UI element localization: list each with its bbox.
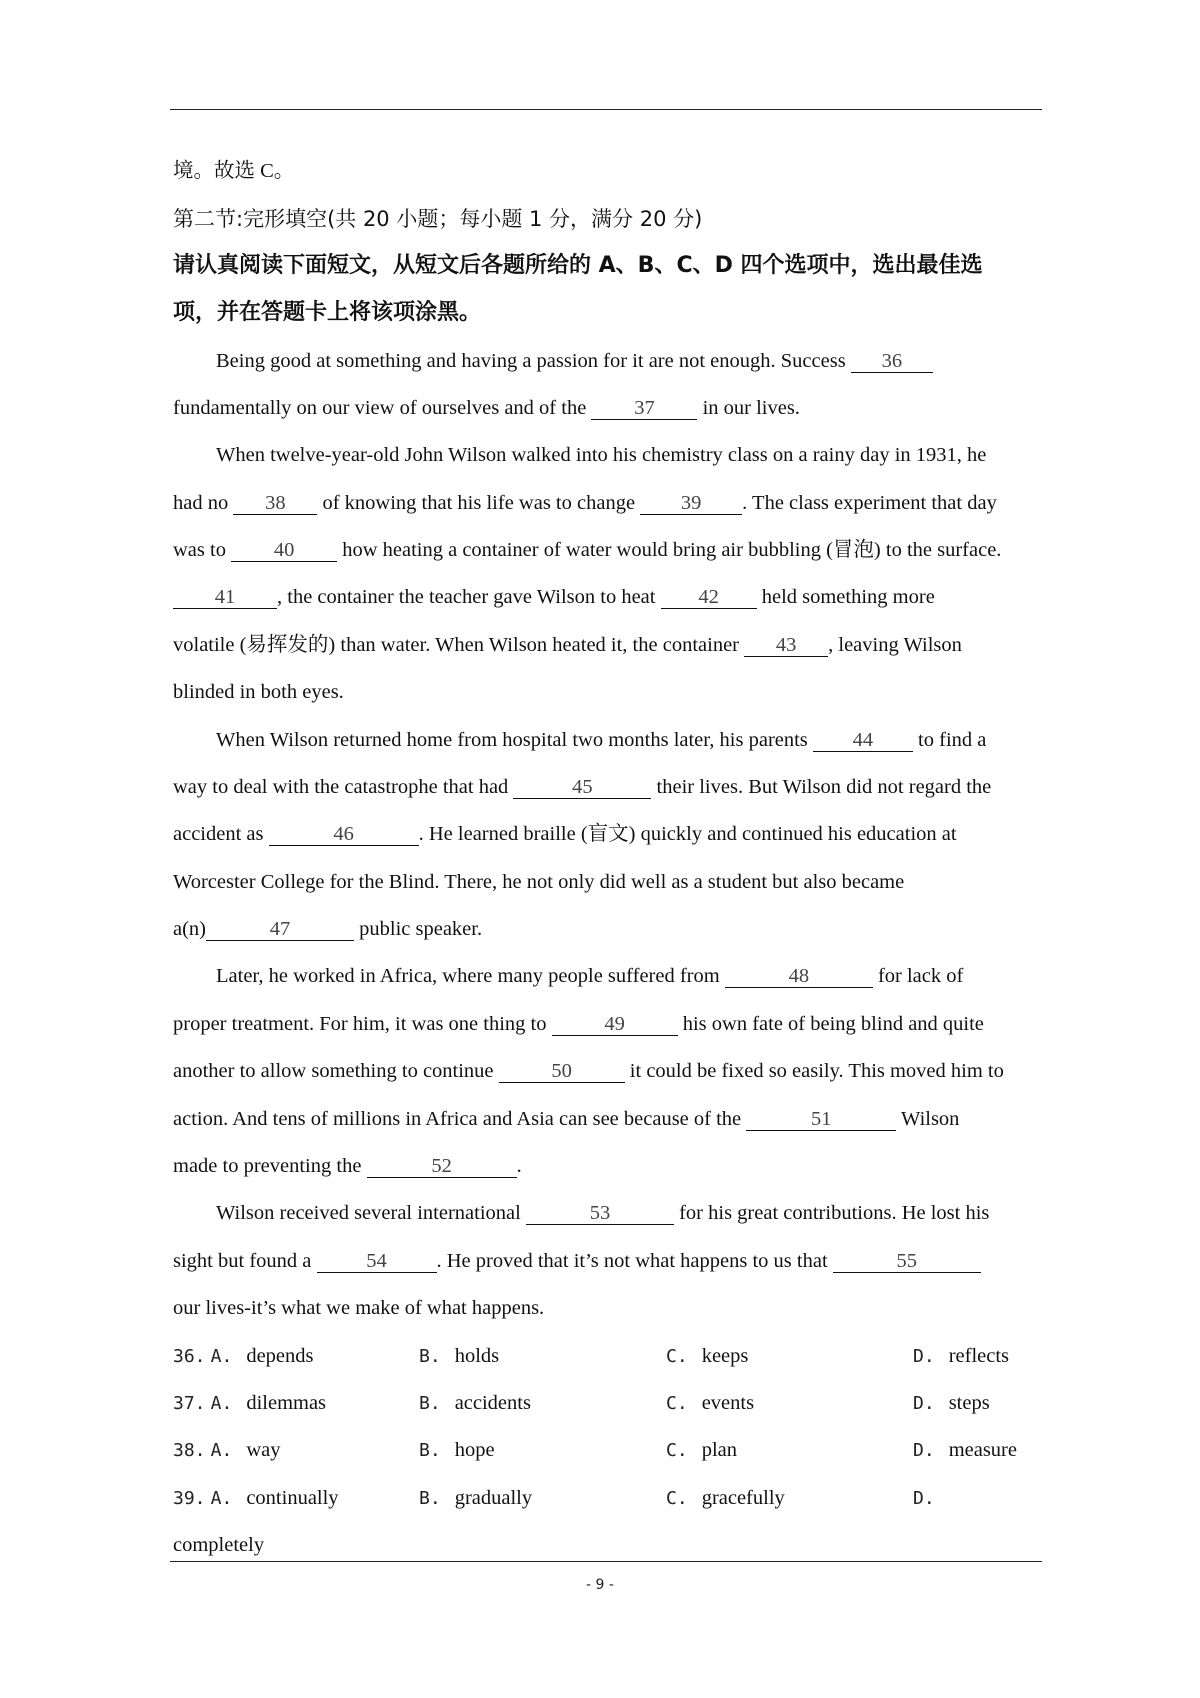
passage-text: his own fate of being blind and quite xyxy=(677,1013,984,1035)
blank-53: 53 xyxy=(526,1202,674,1225)
blank-44: 44 xyxy=(813,729,913,752)
passage-text: another to allow something to continue xyxy=(173,1060,499,1082)
passage-line xyxy=(173,631,962,659)
passage-text: to find a xyxy=(912,729,987,751)
passage-text: how heating a container of water would bring air bubbling (冒泡) to the surface. xyxy=(337,539,1002,561)
option-text: plan xyxy=(701,1439,737,1461)
page-number: - 9 - xyxy=(586,1577,614,1593)
option-letter: C. xyxy=(666,1393,688,1414)
blank-49: 49 xyxy=(552,1013,678,1036)
blank-37: 37 xyxy=(591,397,697,420)
option-letter: A. xyxy=(210,1346,233,1367)
instructions-line-1: 请认真阅读下面短文，从短文后各题所给的 A、B、C、D 四个选项中，选出最佳选 xyxy=(173,253,983,278)
blank-50: 50 xyxy=(499,1060,625,1083)
passage-text: a(n) xyxy=(173,918,207,940)
passage-text: Later, he worked in Africa, where many people suffered from xyxy=(216,965,725,987)
passage-text: action. And tens of millions in Africa and Asia can see because of the xyxy=(173,1108,747,1130)
passage-text: made to preventing the xyxy=(173,1155,367,1177)
passage-line xyxy=(173,1247,981,1275)
question-number: 38. xyxy=(173,1440,206,1461)
option-letter: A. xyxy=(210,1440,233,1461)
passage-text: fundamentally on our view of ourselves and of the xyxy=(173,397,592,419)
option-text: continually xyxy=(246,1487,339,1509)
passage-text: public speaker. xyxy=(354,918,483,940)
passage-text: Wilson xyxy=(896,1108,960,1130)
instructions-line-2: 项，并在答题卡上将该项涂黑。 xyxy=(173,300,482,325)
passage-text: sight but found a xyxy=(173,1250,317,1272)
option-text: gracefully xyxy=(701,1487,785,1509)
passage-text: . xyxy=(516,1155,522,1177)
blank-54: 54 xyxy=(317,1250,437,1273)
blank-43: 43 xyxy=(744,634,828,657)
blank-45: 45 xyxy=(513,776,651,799)
passage-line xyxy=(173,1057,1004,1085)
option-text: depends xyxy=(246,1345,314,1367)
passage-text: . The class experiment that day xyxy=(742,492,997,514)
passage-line xyxy=(173,773,991,801)
option-letter: C. xyxy=(666,1488,688,1509)
passage-text: Wilson received several international xyxy=(216,1202,526,1224)
option-letter: B. xyxy=(419,1440,441,1461)
option-letter: D. xyxy=(913,1440,935,1461)
passage-line xyxy=(216,962,963,990)
passage-text: had no xyxy=(173,492,234,514)
blank-39: 39 xyxy=(640,492,742,515)
overflow-word: completely xyxy=(173,1534,265,1556)
passage-text: proper treatment. For him, it was one thing to xyxy=(173,1013,552,1035)
passage-line xyxy=(173,1152,522,1180)
option-letter: D. xyxy=(913,1393,935,1414)
option-letter: D. xyxy=(913,1346,935,1367)
option-letter: B. xyxy=(419,1346,441,1367)
option-letter: A. xyxy=(210,1393,233,1414)
header-rule xyxy=(170,109,1042,110)
blank-46: 46 xyxy=(269,823,419,846)
passage-text: volatile (易挥发的) than water. When Wilson heated it, the container xyxy=(173,634,745,656)
option-text: keeps xyxy=(701,1345,749,1367)
option-letter: C. xyxy=(666,1440,688,1461)
passage-text: accident as xyxy=(173,823,269,845)
passage-line xyxy=(173,583,935,611)
option-letter: B. xyxy=(419,1488,441,1509)
passage-text: for his great contributions. He lost his xyxy=(673,1202,990,1224)
blank-55: 55 xyxy=(833,1250,981,1273)
blank-36: 36 xyxy=(851,350,933,373)
option-text: events xyxy=(701,1392,755,1414)
section-title: 第二节:完形填空(共 20 小题；每小题 1 分，满分 20 分) xyxy=(173,207,703,231)
passage-line: blinded in both eyes. xyxy=(173,681,344,703)
passage-line: Worcester College for the Blind. There, he not only did well as a student but also became xyxy=(173,871,905,893)
blank-41: 41 xyxy=(173,586,277,609)
footer-rule xyxy=(170,1561,1042,1562)
option-text: holds xyxy=(454,1345,500,1367)
passage-line xyxy=(173,915,482,943)
blank-48: 48 xyxy=(725,965,873,988)
passage-line xyxy=(216,347,933,375)
question-number: 37. xyxy=(173,1393,206,1414)
blank-38: 38 xyxy=(233,492,317,515)
option-text: hope xyxy=(454,1439,495,1461)
passage-text: in our lives. xyxy=(697,397,800,419)
passage-line xyxy=(173,1105,959,1133)
blank-47: 47 xyxy=(206,918,354,941)
passage-text: way to deal with the catastrophe that had xyxy=(173,776,514,798)
passage-text: When Wilson returned home from hospital two months later, his parents xyxy=(216,729,813,751)
option-text: reflects xyxy=(948,1345,1010,1367)
question-number: 39. xyxy=(173,1488,206,1509)
option-letter: D. xyxy=(913,1488,935,1509)
passage-text: of knowing that his life was to change xyxy=(317,492,641,514)
passage-line xyxy=(216,1199,989,1227)
passage-text: , the container the teacher gave Wilson to heat xyxy=(277,586,661,608)
passage-line xyxy=(173,489,997,517)
blank-51: 51 xyxy=(746,1108,896,1131)
passage-text: was to xyxy=(173,539,232,561)
passage-text: their lives. But Wilson did not regard the xyxy=(651,776,992,798)
option-text: gradually xyxy=(454,1487,533,1509)
option-letter: C. xyxy=(666,1346,688,1367)
blank-52: 52 xyxy=(367,1155,517,1178)
passage-text: , leaving Wilson xyxy=(828,634,962,656)
passage-text: held something more xyxy=(756,586,935,608)
passage-line xyxy=(216,726,986,754)
blank-42: 42 xyxy=(661,586,757,609)
option-text: measure xyxy=(948,1439,1017,1461)
option-text: steps xyxy=(948,1392,990,1414)
passage-line xyxy=(173,820,957,848)
passage-text: it could be fixed so easily. This moved him to xyxy=(624,1060,1004,1082)
question-number: 36. xyxy=(173,1346,206,1367)
passage-line xyxy=(173,394,800,422)
passage-line: our lives-it’s what we make of what happens. xyxy=(173,1297,545,1319)
passage-line xyxy=(173,1010,984,1038)
option-text: accidents xyxy=(454,1392,531,1414)
passage-text: for lack of xyxy=(872,965,964,987)
passage-text: . He learned braille (盲文) quickly and continued his education at xyxy=(418,823,957,845)
option-letter: B. xyxy=(419,1393,441,1414)
passage-text: Being good at something and having a passion for it are not enough. Success xyxy=(216,350,851,372)
passage-line xyxy=(173,536,1001,564)
option-text: way xyxy=(246,1439,281,1461)
passage-text: . He proved that it’s not what happens to us that xyxy=(436,1250,833,1272)
blank-40: 40 xyxy=(231,539,337,562)
option-text: dilemmas xyxy=(246,1392,327,1414)
passage-line: When twelve-year-old John Wilson walked into his chemistry class on a rainy day in 1931, he xyxy=(216,444,987,466)
header-line: 境。故选 C。 xyxy=(173,160,295,182)
option-letter: A. xyxy=(210,1488,233,1509)
